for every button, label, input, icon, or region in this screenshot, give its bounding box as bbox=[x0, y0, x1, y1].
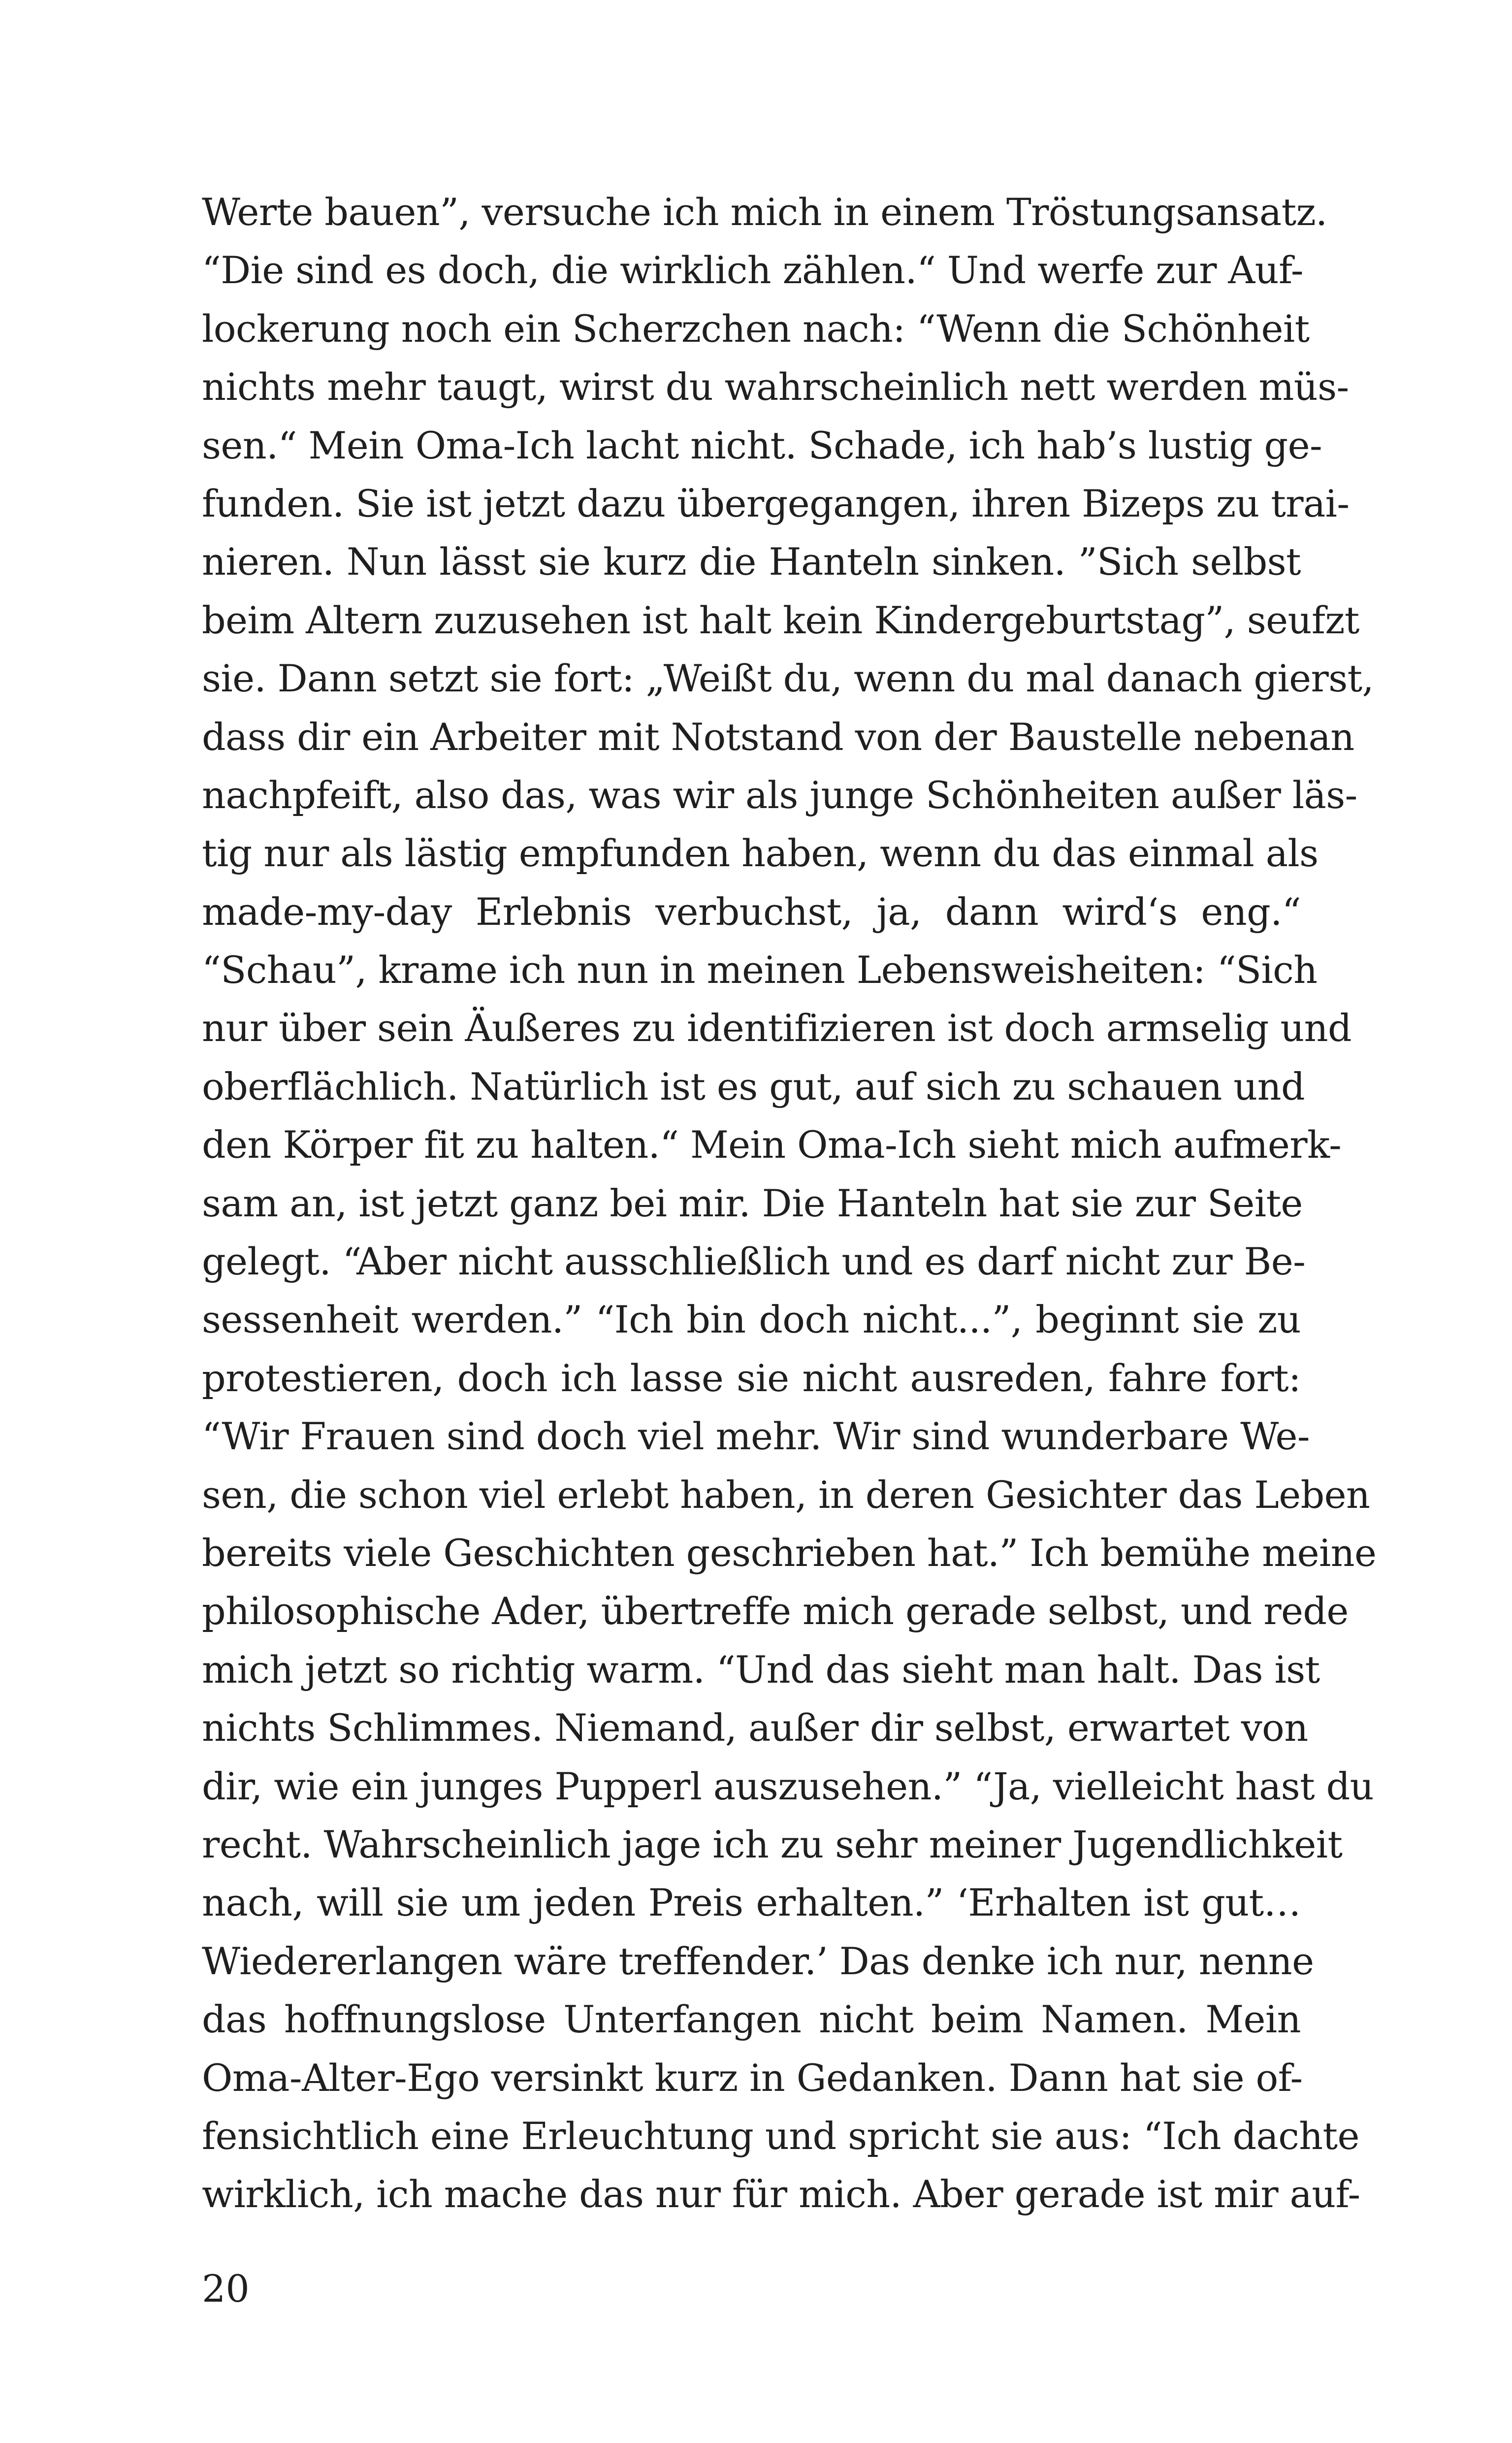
text-line: tig nur als lästig empfunden haben, wenn du das einmal als bbox=[202, 831, 1319, 876]
text-line: Wiedererlangen wäre treffender.’ Das denke ich nur, nenne bbox=[202, 1939, 1314, 1983]
text-line: “Schau”, krame ich nun in meinen Lebensweisheiten: “Sich bbox=[202, 948, 1318, 992]
text-line: dass dir ein Arbeiter mit Notstand von der Baustelle nebenan bbox=[202, 715, 1354, 759]
text-line: Oma-Alter-Ego versinkt kurz in Gedanken. Dann hat sie of- bbox=[202, 2055, 1303, 2100]
text-line: Werte bauen”, versuche ich mich in einem Tröstungsansatz. bbox=[202, 190, 1327, 234]
text-line: wirklich, ich mache das nur für mich. Aber gerade ist mir auf- bbox=[202, 2172, 1360, 2216]
text-line: lockerung noch ein Scherzchen nach: “Wenn die Schönheit bbox=[202, 306, 1310, 351]
text-line: sen.“ Mein Oma-Ich lacht nicht. Schade, ich hab’s lustig ge- bbox=[202, 423, 1322, 467]
text-line: nur über sein Äußeres zu identifizieren ist doch armselig und bbox=[202, 1006, 1352, 1050]
text-line: nichts Schlimmes. Niemand, außer dir selbst, erwartet von bbox=[202, 1706, 1308, 1750]
text-line: philosophische Ader, übertreffe mich gerade selbst, und rede bbox=[202, 1589, 1349, 1633]
text-line: nachpfeift, also das, was wir als junge Schönheiten außer läs- bbox=[202, 773, 1357, 817]
text-line: protestieren, doch ich lasse sie nicht ausreden, fahre fort: bbox=[202, 1356, 1301, 1400]
text-line: sessenheit werden.” “Ich bin doch nicht...”, beginnt sie zu bbox=[202, 1298, 1301, 1342]
text-line: nichts mehr taugt, wirst du wahrscheinlich nett werden müs- bbox=[202, 365, 1349, 409]
text-line: nieren. Nun lässt sie kurz die Hanteln sinken. ”Sich selbst bbox=[202, 540, 1301, 584]
text-line: den Körper fit zu halten.“ Mein Oma-Ich sieht mich aufmerk- bbox=[202, 1123, 1342, 1167]
body-text bbox=[202, 183, 1377, 2224]
page-number: 20 bbox=[202, 2267, 250, 2311]
text-line: made-my-day Erlebnis verbuchst, ja, dann wird‘s eng.“ bbox=[202, 889, 1301, 934]
text-line: nach, will sie um jeden Preis erhalten.” ‘Erhalten ist gut… bbox=[202, 1881, 1301, 1925]
text-line: sie. Dann setzt sie fort: „Weißt du, wenn du mal danach gierst, bbox=[202, 656, 1374, 701]
text-line: fensichtlich eine Erleuchtung und spricht sie aus: “Ich dachte bbox=[202, 2114, 1359, 2158]
text-line: gelegt. “Aber nicht ausschließlich und es darf nicht zur Be- bbox=[202, 1239, 1306, 1284]
text-line: bereits viele Geschichten geschrieben hat.” Ich bemühe meine bbox=[202, 1531, 1377, 1575]
text-line: das hoffnungslose Unterfangen nicht beim Namen. Mein bbox=[202, 1997, 1301, 2042]
text-line: sam an, ist jetzt ganz bei mir. Die Hanteln hat sie zur Seite bbox=[202, 1181, 1303, 1225]
text-line: “Die sind es doch, die wirklich zählen.“ Und werfe zur Auf- bbox=[202, 248, 1303, 293]
text-line: dir, wie ein junges Pupperl auszusehen.” “Ja, vielleicht hast du bbox=[202, 1764, 1374, 1808]
text-line: oberflächlich. Natürlich ist es gut, auf sich zu schauen und bbox=[202, 1064, 1305, 1108]
text-line: beim Altern zuzusehen ist halt kein Kindergeburtstag”, seufzt bbox=[202, 598, 1359, 642]
text-line: “Wir Frauen sind doch viel mehr. Wir sind wunderbare We- bbox=[202, 1414, 1310, 1459]
text-line: funden. Sie ist jetzt dazu übergegangen, ihren Bizeps zu trai- bbox=[202, 481, 1350, 525]
text-line: sen, die schon viel erlebt haben, in deren Gesichter das Leben bbox=[202, 1472, 1370, 1517]
text-line: recht. Wahrscheinlich jage ich zu sehr meiner Jugendlichkeit bbox=[202, 1822, 1343, 1866]
text-line: mich jetzt so richtig warm. “Und das sieht man halt. Das ist bbox=[202, 1647, 1320, 1692]
